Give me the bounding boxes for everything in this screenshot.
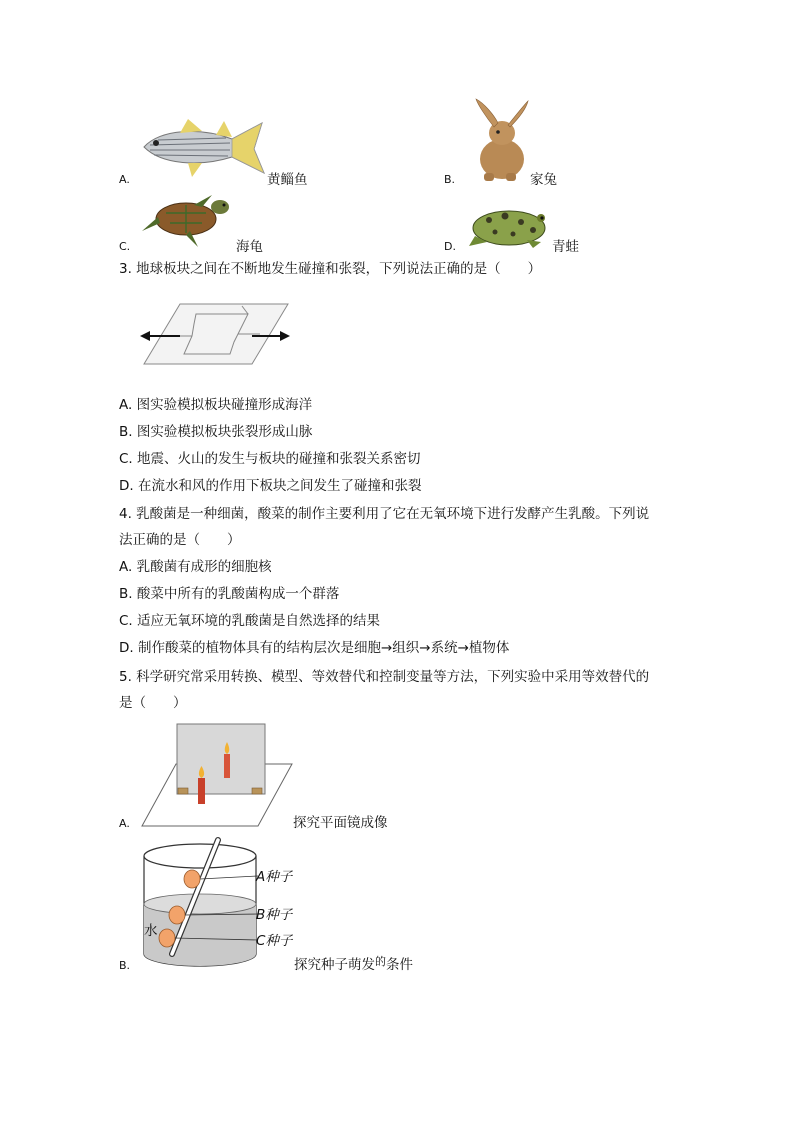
sea-turtle-image: [140, 193, 235, 248]
question-4-stem-line2: 法正确的是（ ）: [119, 532, 241, 548]
water-label: 水: [144, 923, 158, 939]
fish-image: [140, 115, 270, 180]
q4-option-a: A. 乳酸菌有成形的细胞核: [119, 559, 272, 575]
frog-image: [467, 200, 553, 250]
option-caption-d: 青蛙: [552, 239, 579, 255]
option-letter-c: C.: [119, 240, 131, 253]
question-5-stem-line1: 5. 科学研究常采用转换、模型、等效替代和控制变量等方法，下列实验中采用等效替代的: [119, 669, 650, 685]
option-letter-b: B.: [444, 173, 456, 186]
question-5-stem-line2: 是（ ）: [119, 695, 187, 711]
q5-option-caption-a: 探究平面镜成像: [293, 815, 388, 831]
q5-caption-b-part2: 的: [375, 955, 386, 968]
question-4-stem-line1: 4. 乳酸菌是一种细菌，酸菜的制作主要利用了它在无氧环境下进行发酵产生乳酸。下列说: [119, 506, 650, 522]
q3-option-d: D. 在流水和风的作用下板块之间发生了碰撞和张裂: [119, 478, 422, 494]
q3-option-c: C. 地震、火山的发生与板块的碰撞和张裂关系密切: [119, 451, 421, 467]
q4-option-c: C. 适应无氧环境的乳酸菌是自然选择的结果: [119, 613, 381, 629]
q5-option-letter-b: B.: [119, 959, 131, 972]
seed-label-a: A种子: [256, 869, 293, 885]
q4-option-b: B. 酸菜中所有的乳酸菌构成一个群落: [119, 586, 340, 602]
q5-caption-b-part1: 探究种子萌发: [294, 957, 375, 973]
rabbit-image: [472, 97, 532, 183]
option-letter-d: D.: [444, 240, 456, 253]
option-caption-c: 海龟: [236, 239, 263, 255]
plane-mirror-diagram: [140, 722, 295, 828]
option-letter-a: A.: [119, 173, 130, 186]
q3-option-a: A. 图实验模拟板块碰撞形成海洋: [119, 397, 313, 413]
seed-label-c: C种子: [256, 933, 293, 949]
seed-label-b: B种子: [256, 907, 293, 923]
option-caption-b: 家兔: [530, 172, 557, 188]
q3-option-b: B. 图实验模拟板块张裂形成山脉: [119, 424, 313, 440]
q4-option-d: D. 制作酸菜的植物体具有的结构层次是细胞→组织→系统→植物体: [119, 640, 510, 656]
seed-germination-diagram: [140, 838, 305, 970]
plate-tectonics-diagram: [140, 300, 292, 368]
q5-option-caption-b: [294, 956, 413, 975]
option-caption-a: 黄鲻鱼: [267, 172, 308, 188]
q5-caption-b-part3: 条件: [386, 957, 413, 973]
q5-option-letter-a: A.: [119, 817, 130, 830]
question-3-stem: 3. 地球板块之间在不断地发生碰撞和张裂，下列说法正确的是（ ）: [119, 261, 542, 277]
